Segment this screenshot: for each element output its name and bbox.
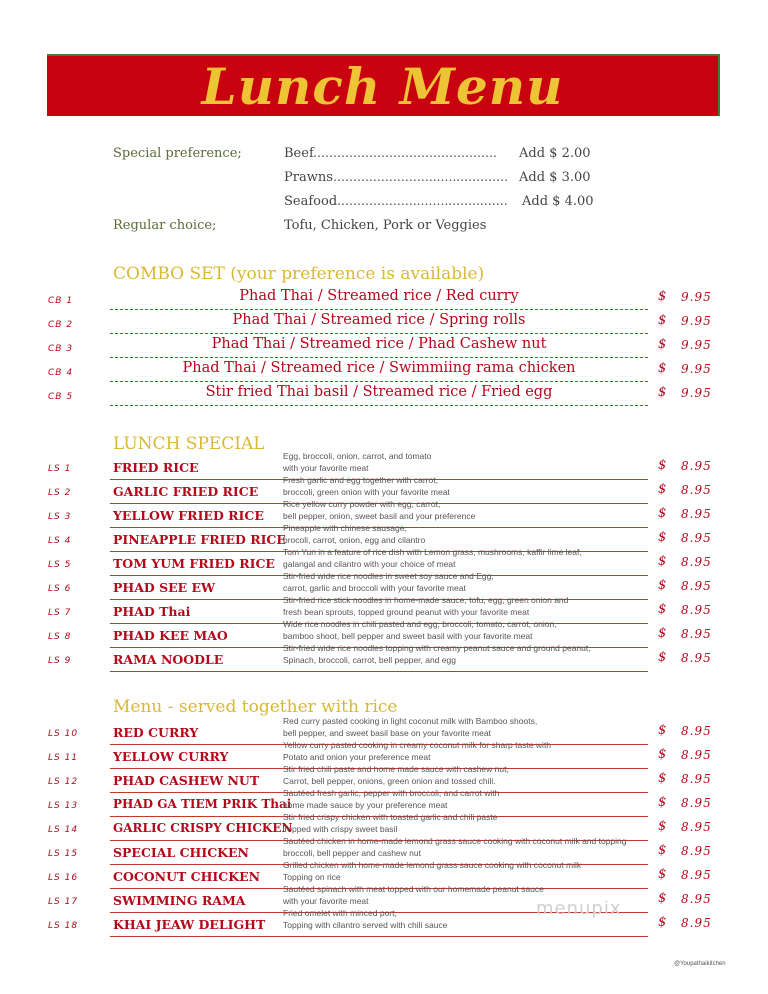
item-description: Red curry pasted cooking in light coconut milk with Bamboo shoots, bell pepper, and sweet basil base on your favorite meat bbox=[283, 716, 538, 738]
item-price: 9.95 bbox=[681, 386, 712, 400]
dollar-sign: $ bbox=[658, 313, 667, 328]
item-name: PHAD Thai bbox=[113, 604, 191, 619]
item-code: LS 15 bbox=[48, 849, 79, 859]
dollar-sign: $ bbox=[658, 289, 667, 304]
dollar-sign: $ bbox=[658, 554, 667, 569]
item-price: 8.95 bbox=[681, 507, 712, 521]
item-code: LS 8 bbox=[48, 632, 72, 642]
item-name: RED CURRY bbox=[113, 725, 199, 740]
item-name: GARLIC CRISPY CHICKEN bbox=[113, 821, 293, 835]
item-code: LS 1 bbox=[48, 464, 72, 474]
item-code: LS 14 bbox=[48, 825, 79, 835]
item-name: KHAI JEAW DELIGHT bbox=[113, 917, 266, 932]
dollar-sign: $ bbox=[658, 385, 667, 400]
item-code: LS 9 bbox=[48, 656, 72, 666]
item-name: PHAD KEE MAO bbox=[113, 628, 228, 643]
combo-row bbox=[110, 335, 648, 358]
item-code: LS 7 bbox=[48, 608, 72, 618]
dollar-sign: $ bbox=[658, 843, 667, 858]
item-code: CB 3 bbox=[48, 344, 74, 354]
item-price: 9.95 bbox=[681, 290, 712, 304]
combo-section-title: COMBO SET (your preference is available) bbox=[113, 264, 485, 284]
item-description: Stir fried crispy chicken with toasted garlic and chili paste Topped with crispy sweet basil bbox=[283, 812, 498, 834]
combo-row bbox=[110, 287, 648, 310]
combo-name: Phad Thai / Streamed rice / Swimmiing rama chicken bbox=[182, 360, 576, 376]
dollar-sign: $ bbox=[658, 867, 667, 882]
dollar-sign: $ bbox=[658, 915, 667, 930]
item-price: 8.95 bbox=[681, 483, 712, 497]
item-description: Egg, broccoli, onion, carrot, and tomato with your favorite meat bbox=[283, 451, 432, 473]
item-description: Fried omelet with minced port, Topping with cilantro served with chili sauce bbox=[283, 908, 448, 930]
item-name: PHAD GA TIEM PRIK Thai bbox=[113, 797, 292, 811]
combo-name: Stir fried Thai basil / Streamed rice / Fried egg bbox=[205, 384, 553, 400]
pref-dots: ………………………………………. bbox=[313, 146, 497, 160]
item-name: YELLOW FRIED RICE bbox=[113, 508, 264, 523]
dollar-sign: $ bbox=[658, 337, 667, 352]
watermark: menupix bbox=[536, 898, 622, 919]
combo-name: Phad Thai / Streamed rice / Red curry bbox=[239, 288, 519, 304]
dollar-sign: $ bbox=[658, 891, 667, 906]
pref-price: Add $ 2.00 bbox=[519, 146, 591, 161]
item-name: SWIMMING RAMA bbox=[113, 893, 246, 908]
combo-row bbox=[110, 383, 648, 406]
item-price: 8.95 bbox=[681, 892, 712, 906]
item-name: PHAD CASHEW NUT bbox=[113, 773, 260, 788]
regular-choice-value: Tofu, Chicken, Pork or Veggies bbox=[284, 218, 487, 233]
item-description: Pineapple with chinese sausage, brocoli, carrot, onion, egg and cilantro bbox=[283, 523, 426, 545]
item-description: Yellow curry pasted cooking in creamy coconut milk for sharp taste with Potato and onion your preference meat bbox=[283, 740, 552, 762]
pref-dots: ……….……………..…..………… bbox=[333, 170, 509, 184]
lunch-special-title: LUNCH SPECIAL bbox=[113, 434, 265, 454]
item-code: LS 3 bbox=[48, 512, 72, 522]
item-price: 8.95 bbox=[681, 627, 712, 641]
item-price: 8.95 bbox=[681, 579, 712, 593]
dollar-sign: $ bbox=[658, 747, 667, 762]
item-code: LS 13 bbox=[48, 801, 79, 811]
pref-protein: Prawns bbox=[284, 170, 333, 185]
item-price: 8.95 bbox=[681, 748, 712, 762]
dollar-sign: $ bbox=[658, 602, 667, 617]
item-name: PHAD SEE EW bbox=[113, 580, 216, 595]
special-preference-label: Special preference; bbox=[113, 146, 242, 161]
item-price: 9.95 bbox=[681, 362, 712, 376]
item-code: LS 10 bbox=[48, 729, 79, 739]
item-description: Sautéed spinach with meat topped with our homemade peanut sauce with your favorite meat bbox=[283, 884, 544, 906]
item-code: LS 2 bbox=[48, 488, 72, 498]
item-description: Rice yellow curry powder with egg, carrot, bell pepper, onion, sweet basil and your preference bbox=[283, 499, 476, 521]
dollar-sign: $ bbox=[658, 458, 667, 473]
dollar-sign: $ bbox=[658, 530, 667, 545]
page-title: Lunch Menu bbox=[201, 57, 564, 116]
item-price: 8.95 bbox=[681, 796, 712, 810]
item-code: LS 16 bbox=[48, 873, 79, 883]
item-code: LS 5 bbox=[48, 560, 72, 570]
item-code: CB 4 bbox=[48, 368, 74, 378]
combo-name: Phad Thai / Streamed rice / Phad Cashew nut bbox=[211, 336, 547, 352]
combo-row bbox=[110, 311, 648, 334]
item-name: COCONUT CHICKEN bbox=[113, 869, 261, 884]
item-code: LS 4 bbox=[48, 536, 72, 546]
item-code: LS 6 bbox=[48, 584, 72, 594]
pref-protein: Beef bbox=[284, 146, 314, 161]
item-description: Stir fried chili paste and home made sauce with cashew nut, Carrot, bell pepper, onions, green onion and tossed chili. bbox=[283, 764, 509, 786]
item-name: YELLOW CURRY bbox=[113, 749, 229, 764]
item-name: GARLIC FRIED RICE bbox=[113, 484, 259, 499]
item-code: LS 18 bbox=[48, 921, 79, 931]
item-price: 8.95 bbox=[681, 916, 712, 930]
item-description: Wide rice noodles in chili pasted and egg, broccoli, tomato, carrot, onion, bamboo shoot, bell pepper and sweet basil with your favorite meat bbox=[283, 619, 557, 641]
rice-menu-title: Menu - served together with rice bbox=[113, 697, 398, 717]
item-description: Sautéed fresh garlic, pepper with broccoli, and carrot with home made sauce by your preference meat bbox=[283, 788, 500, 810]
item-description: Sautéed chicken in home-made lemond grass sauce cooking with coconut milk and topping broccoli, bell pepper and cashew nut bbox=[283, 836, 627, 858]
item-price: 8.95 bbox=[681, 603, 712, 617]
item-price: 8.95 bbox=[681, 459, 712, 473]
item-price: 9.95 bbox=[681, 338, 712, 352]
item-name: SPECIAL CHICKEN bbox=[113, 845, 249, 860]
item-code: CB 1 bbox=[48, 296, 74, 306]
item-code: CB 2 bbox=[48, 320, 74, 330]
item-price: 8.95 bbox=[681, 868, 712, 882]
item-code: LS 17 bbox=[48, 897, 79, 907]
dollar-sign: $ bbox=[658, 578, 667, 593]
dollar-sign: $ bbox=[658, 795, 667, 810]
item-price: 8.95 bbox=[681, 651, 712, 665]
item-price: 8.95 bbox=[681, 555, 712, 569]
regular-choice-label: Regular choice; bbox=[113, 218, 217, 233]
item-code: LS 11 bbox=[48, 753, 79, 763]
dollar-sign: $ bbox=[658, 506, 667, 521]
combo-name: Phad Thai / Streamed rice / Spring rolls bbox=[232, 312, 526, 328]
item-description: Stir-fried wide rice noodles topping with creamy peanut sauce and ground peanut, Spinach, broccoli, carrot, bell pepper, and egg bbox=[283, 643, 591, 665]
item-description: Fresh garlic and egg together with carrot, broccoli, green onion with your favorite meat bbox=[283, 475, 450, 497]
title-banner bbox=[47, 54, 720, 116]
dollar-sign: $ bbox=[658, 650, 667, 665]
item-description: Stir-fried rice stick noodles in home-made sauce, tofu, egg, green onion and fresh bean sprouts, topped ground peanut with your favorite meat bbox=[283, 595, 569, 617]
item-code: CB 5 bbox=[48, 392, 74, 402]
pref-protein: Seafood bbox=[284, 194, 338, 209]
dollar-sign: $ bbox=[658, 626, 667, 641]
credit-handle: @Youpathaikitchen bbox=[674, 961, 726, 967]
item-code: LS 12 bbox=[48, 777, 79, 787]
item-description: Grilled chicken with home-made lemond grass sauce cooking with coconut milk Topping on rice bbox=[283, 860, 582, 882]
item-name: FRIED RICE bbox=[113, 460, 199, 475]
item-price: 9.95 bbox=[681, 314, 712, 328]
item-name: RAMA NOODLE bbox=[113, 652, 224, 667]
dollar-sign: $ bbox=[658, 482, 667, 497]
item-description: Stir-fried wide rice noodles in sweet soy sauce and Egg, carrot, garlic and broccoli with your favorite meat bbox=[283, 571, 494, 593]
item-name: TOM YUM FRIED RICE bbox=[113, 556, 275, 571]
item-row bbox=[110, 643, 648, 672]
item-price: 8.95 bbox=[681, 724, 712, 738]
item-name: PINEAPPLE FRIED RICE bbox=[113, 532, 286, 547]
dollar-sign: $ bbox=[658, 361, 667, 376]
pref-dots: ………….……..……..……..…… bbox=[337, 194, 508, 208]
item-price: 8.95 bbox=[681, 820, 712, 834]
dollar-sign: $ bbox=[658, 771, 667, 786]
item-price: 8.95 bbox=[681, 844, 712, 858]
dollar-sign: $ bbox=[658, 723, 667, 738]
item-price: 8.95 bbox=[681, 772, 712, 786]
dollar-sign: $ bbox=[658, 819, 667, 834]
combo-row bbox=[110, 359, 648, 382]
pref-price: Add $ 3.00 bbox=[519, 170, 591, 185]
item-price: 8.95 bbox=[681, 531, 712, 545]
item-description: Tom Yun in a feature of rice dish with Lemon grass, mushrooms, kaffir lime leaf, galangal and cilantro with your choice of meat bbox=[283, 547, 582, 569]
pref-price: Add $ 4.00 bbox=[522, 194, 594, 209]
